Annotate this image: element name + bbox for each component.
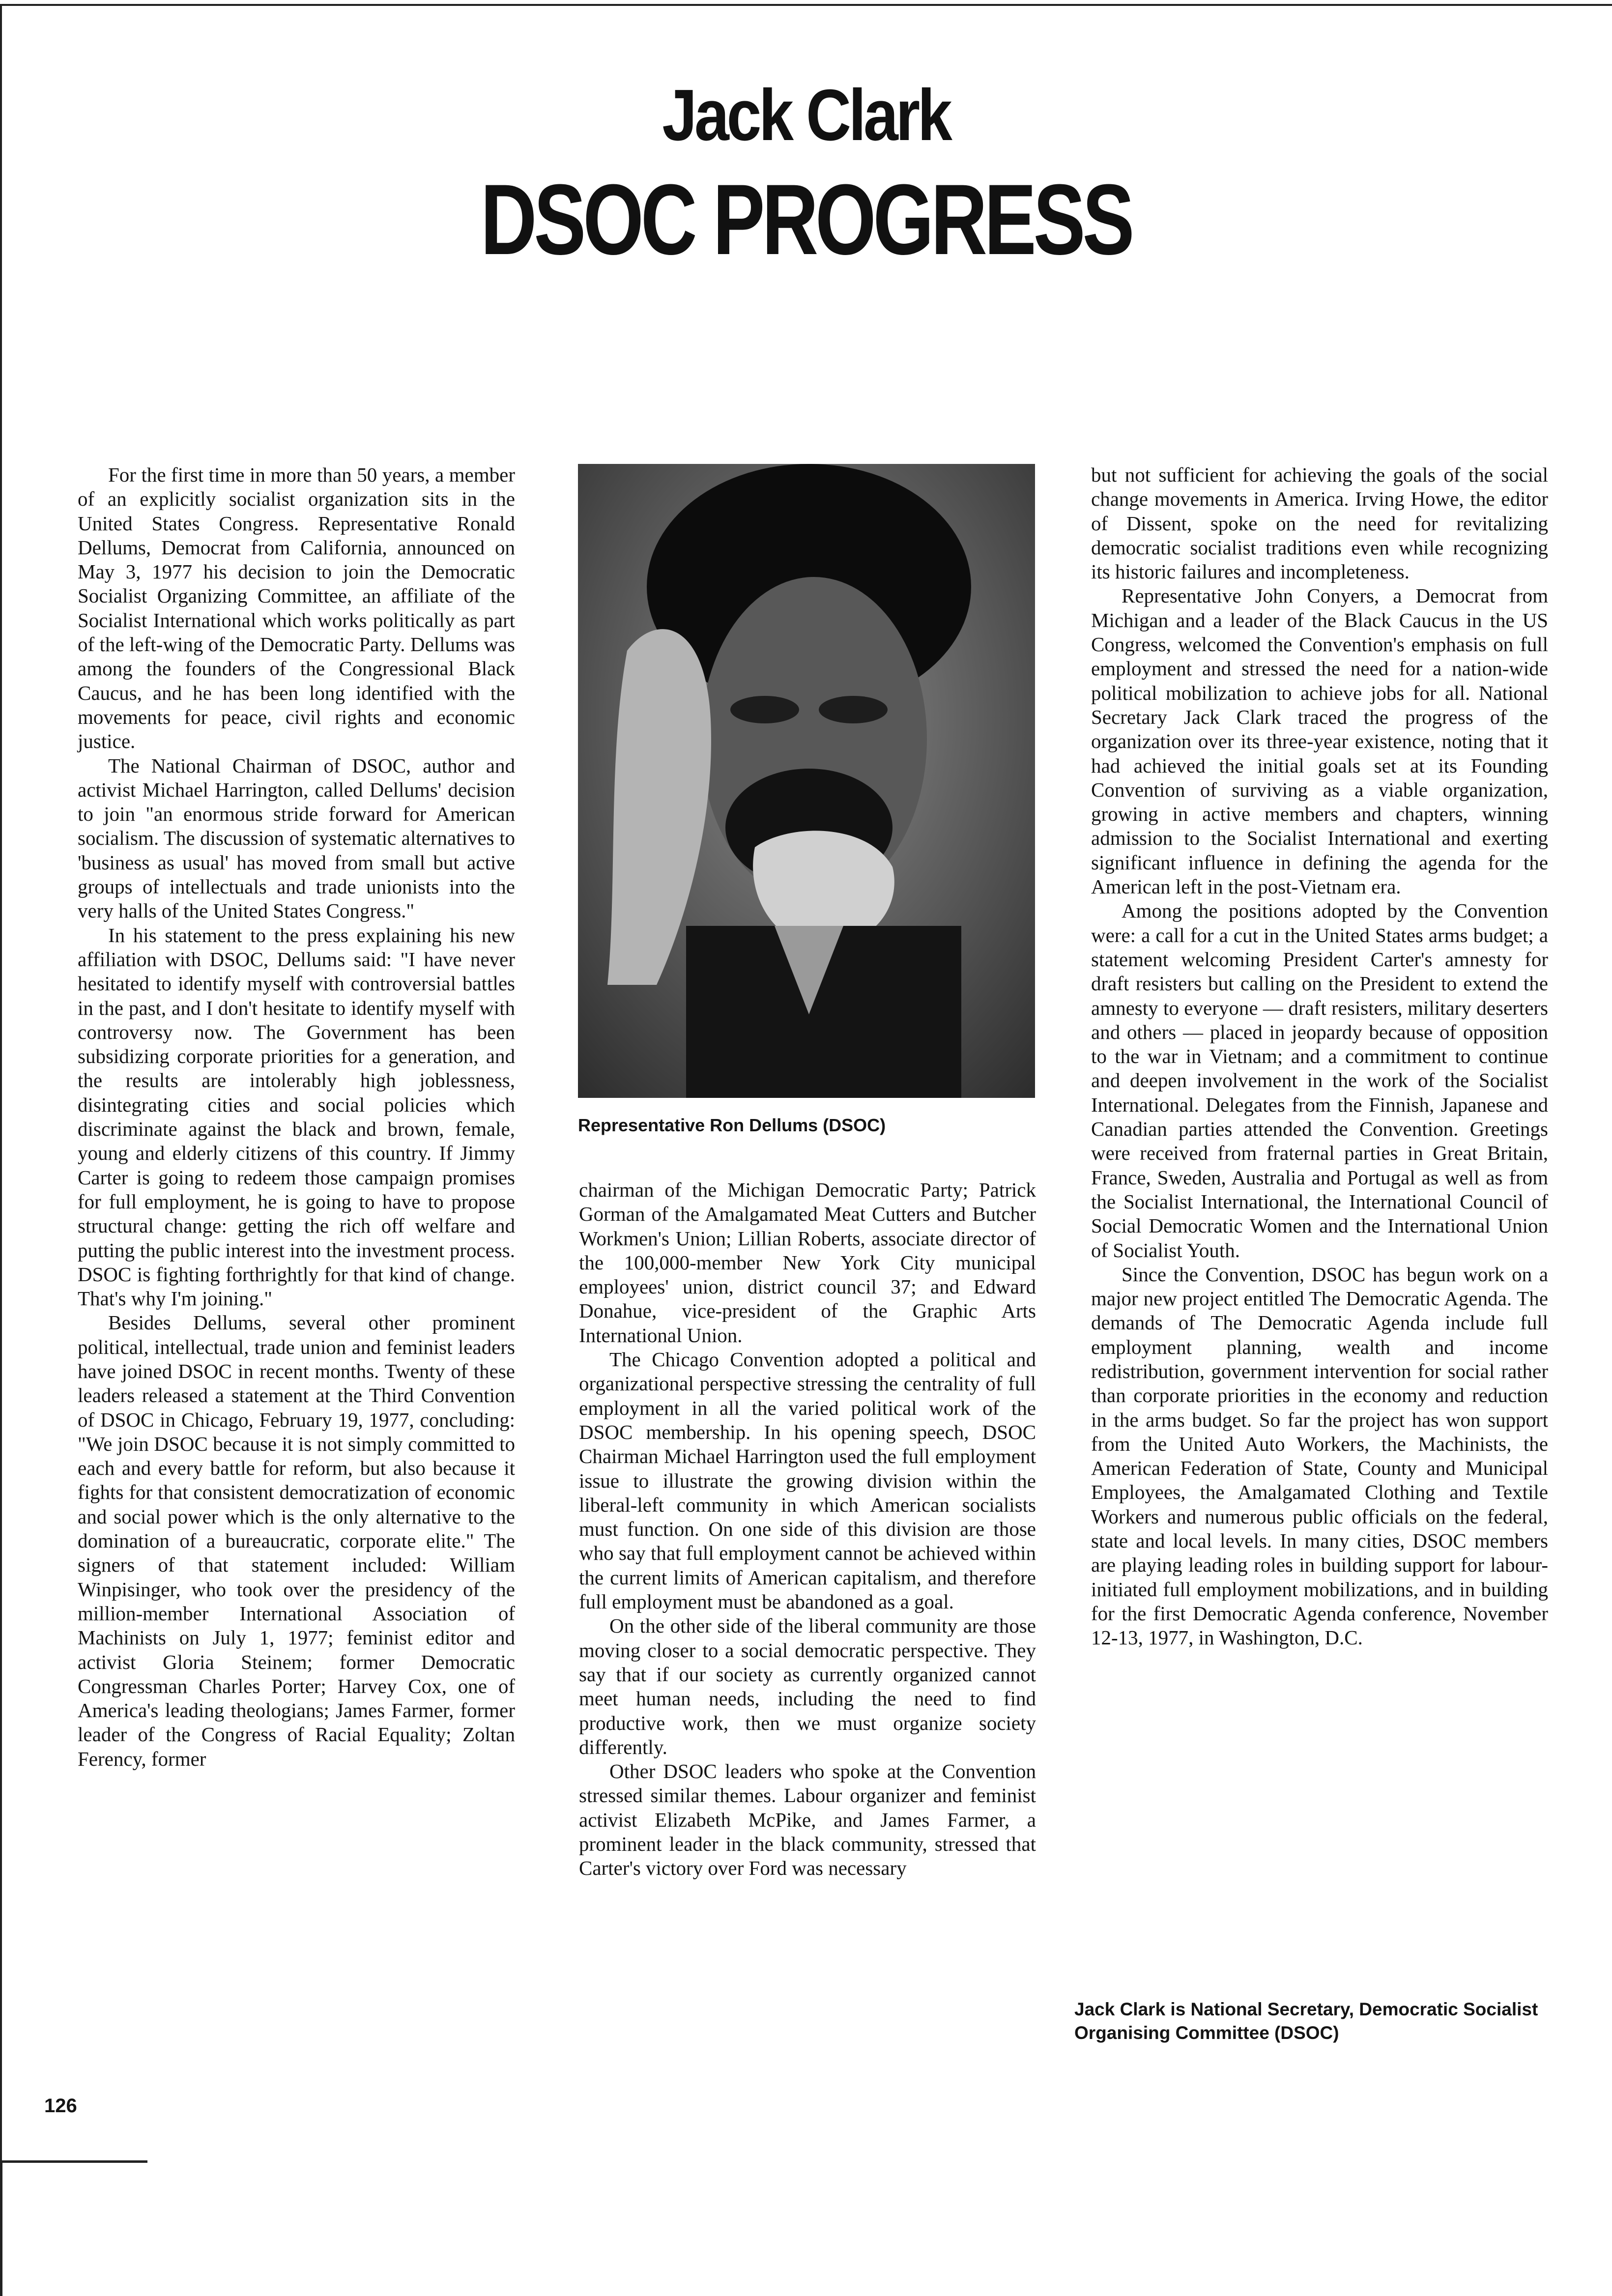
body-column-2 [579,1178,1036,1881]
paragraph: The National Chairman of DSOC, author and activist Michael Harrington, called Dellums' decision to join "an enormous stride forward for American socialism. The discussion of systematic alternatives to 'business as usual' has moved from small but active groups of intellectuals and trade unionists into the very halls of the United States Congress." [78,754,515,922]
corner-rule [0,2160,147,2163]
author-bio: Jack Clark is National Secretary, Democratic Socialist Organising Committee (DSOC) [1074,1999,1538,2043]
article-header [0,74,1612,276]
paragraph: Besides Dellums, several other prominent political, intellectual, trade union and feminist leaders have joined DSOC in recent months. Twenty of these leaders released a statement at the Third Convention of DSOC in Chicago, February 19, 1977, concluding: "We join DSOC because it is not simply committed to each and every battle for reform, but also because it fights for that consistent democratization of economic and social power which is the only alternative to the domination of a bureaucratic, corporate elite." The signers of that statement included: William Winpisinger, who took over the presidency of the million-member International Association of Machinists on July 1, 1977; feminist editor and activist Gloria Steinem; former Democratic Congressman Charles Porter; Harvey Cox, one of America's leading theologians; James Farmer, former leader of the Congress of Racial Equality; Zoltan Ferency, former [78,1311,515,1770]
body-column-1 [78,463,515,1771]
paragraph: Other DSOC leaders who spoke at the Convention stressed similar themes. Labour organizer and feminist activist Elizabeth McPike, and James Farmer, a prominent leader in the black community, stressed that Carter's victory over Ford was necessary [579,1760,1036,1880]
page-number: 126 [44,2095,77,2117]
paragraph: For the first time in more than 50 years, a member of an explicitly socialist organization sits in the United States Congress. Representative Ronald Dellums, Democrat from California, announced on May 3, 1977 his decision to join the Democratic Socialist Organizing Committee, an affiliate of the Socialist International which works politically as part of the left-wing of the Democratic Party. Dellums was among the founders of the Congressional Black Caucus, and he has been long identified with the movements for peace, civil rights and economic justice. [78,463,515,753]
paragraph: but not sufficient for achieving the goals of the social change movements in America. Irving Howe, the editor of Dissent, spoke on the need for revitalizing democratic socialist traditions even while recognizing its historic failures and incompleteness. [1091,463,1548,583]
paragraph: Among the positions adopted by the Convention were: a call for a cut in the United States arms budget; a statement welcoming President Carter's amnesty for draft resisters but calling on the President to extend the amnesty to everyone — draft resisters, military deserters and others — placed in jeopardy because of opposition to the war in Vietnam; and a commitment to continue and deepen involvement in the work of the Socialist International. Delegates from the Finnish, Japanese and Canadian parties attended the Convention. Greetings were received from fraternal parties in Great Britain, France, Sweden, Australia and Portugal as well as from the Socialist International, the International Council of Social Democratic Women and the International Union of Socialist Youth. [1091,899,1548,1262]
paragraph: chairman of the Michigan Democratic Party; Patrick Gorman of the Amalgamated Meat Cutters and Butcher Workmen's Union; Lillian Roberts, associate director of the 100,000-member New York City municipal employees' union, district council 37; and Edward Donahue, vice-president of the Graphic Arts International Union. [579,1178,1036,1347]
paragraph: Since the Convention, DSOC has begun work on a major new project entitled The Democratic Agenda. The demands of The Democratic Agenda include full employment planning, wealth and income redistribution, government intervention for social rather than corporate priorities in the economy and reduction in the arms budget. So far the project has won support from the United Auto Workers, the Machinists, the American Federation of State, County and Municipal Employees, the Amalgamated Clothing and Textile Workers and numerous public officials on the federal, state and local levels. In many cities, DSOC members are playing leading roles in building support for labour-initiated full employment mobilizations, and in building for the first Democratic Agenda conference, November 12-13, 1977, in Washington, D.C. [1091,1263,1548,1649]
body-column-3 [1091,463,1548,1650]
paragraph: In his statement to the press explaining his new affiliation with DSOC, Dellums said: "I have never hesitated to identify myself with controversial battles in the past, and I don't hesitate to identify myself with controversy now. The Government has been subsidizing corporate priorities for a generation, and the results are intolerably high joblessness, disintegrating cities and social policies which discriminate against the black and brown, female, young and elderly citizens of this country. If Jimmy Carter is going to redeem those campaign promises for full employment, he is going to have to propose structural change: getting the rich off welfare and putting the public interest into the investment process. DSOC is fighting forthrightly for that kind of change. That's why I'm joining." [78,923,515,1310]
photo-caption: Representative Ron Dellums (DSOC) [578,1115,886,1135]
article-title: DSOC PROGRESS [480,164,1132,276]
portrait-image [578,464,1035,1098]
top-border-rule [0,4,1612,6]
paragraph: Representative John Conyers, a Democrat from Michigan and a leader of the Black Caucus in the US Congress, welcomed the Convention's emphasis on full employment and stressed the need for a nation-wide political mobilization to achieve jobs for all. National Secretary Jack Clark traced the progress of the organization over its three-year existence, noting that it had achieved the initial goals set at its Founding Convention of surviving as a viable organization, growing in active members and chapters, winning admission to the Socialist International and exerting significant influence in defining the agenda for the American left in the post-Vietnam era. [1091,584,1548,898]
paragraph: On the other side of the liberal community are those moving closer to a social democratic perspective. They say that if our society as currently organized cannot meet human needs, including the need to find productive work, then we must organize society differently. [579,1614,1036,1758]
corner-rule-vertical [0,2160,2,2296]
left-border-rule [0,4,2,2296]
paragraph: The Chicago Convention adopted a political and organizational perspective stressing the centrality of full employment in all the varied political work of the DSOC membership. In his opening speech, DSOC Chairman Michael Harrington used the full employment issue to illustrate the growing division within the liberal-left community in which American socialists must function. On one side of this division are those who say that full employment cannot be achieved within the current limits of American capitalism, and therefore full employment must be abandoned as a goal. [579,1348,1036,1613]
portrait-photo [578,464,1035,1098]
author-name: Jack Clark [662,75,950,156]
